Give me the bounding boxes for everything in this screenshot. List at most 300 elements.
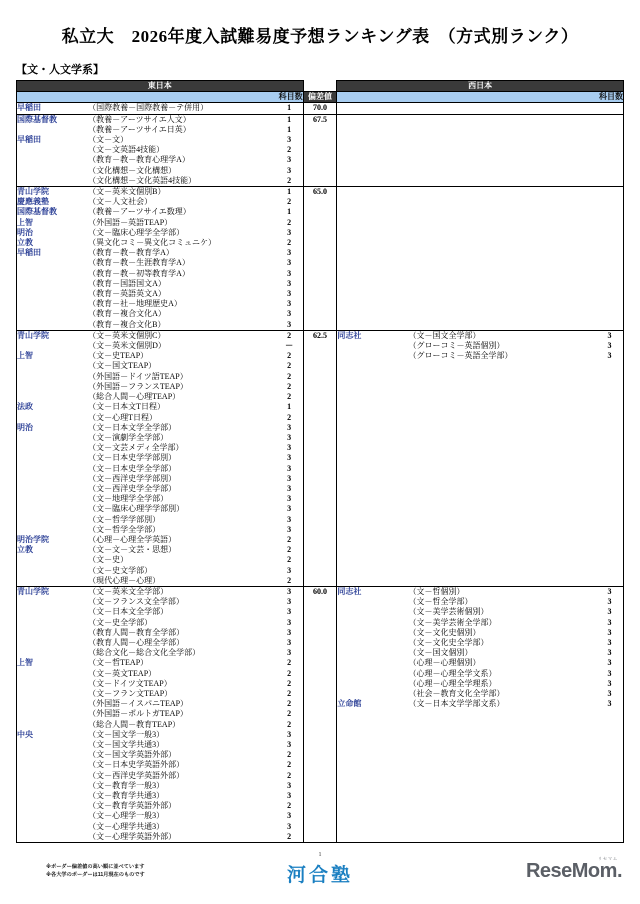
- west-faculty: （文－日本文学学部文系）: [408, 699, 505, 709]
- deviation-value: [303, 155, 337, 165]
- deviation-value: [303, 392, 337, 402]
- deviation-value: [303, 638, 337, 648]
- west-faculty: [408, 187, 596, 198]
- header-deviation: 偏差値: [303, 92, 337, 103]
- west-subject-count: 3: [596, 658, 623, 668]
- west-subject-count: 3: [596, 597, 623, 607]
- east-subject-count: 2: [276, 658, 303, 668]
- table-row: [17, 822, 624, 832]
- table-row: [17, 515, 624, 525]
- east-university: [17, 484, 89, 494]
- west-faculty: [408, 361, 596, 371]
- east-faculty: （文化構想－文化英語4技能）: [88, 175, 197, 185]
- table-row: [17, 402, 624, 412]
- table-row: [17, 279, 624, 289]
- east-subject-count: 3: [276, 494, 303, 504]
- east-faculty: （外国語－ドイツ語TEAP）: [88, 371, 188, 381]
- west-faculty: （心理－心理全学文系）: [408, 668, 497, 678]
- west-university: [337, 320, 409, 331]
- west-subject-count: [596, 576, 623, 587]
- west-subject-count: [596, 207, 623, 217]
- west-subject-count: [596, 525, 623, 535]
- west-faculty: [408, 453, 596, 463]
- west-university: [337, 218, 409, 228]
- west-university: [337, 423, 409, 433]
- west-university: [337, 299, 409, 309]
- west-faculty: [408, 555, 596, 565]
- deviation-value: 60.0: [303, 586, 337, 597]
- table-row: [17, 648, 624, 658]
- west-faculty: [408, 504, 596, 514]
- east-subject-count: 2: [276, 771, 303, 781]
- west-faculty: [408, 402, 596, 412]
- west-faculty: [408, 382, 596, 392]
- east-university: [17, 125, 89, 135]
- table-row: [17, 669, 624, 679]
- east-subject-count: 2: [276, 832, 303, 843]
- west-faculty: [408, 135, 596, 145]
- west-faculty: （グローコミ－英語個別）: [408, 341, 505, 351]
- table-row: [17, 791, 624, 801]
- east-subject-count: 3: [276, 781, 303, 791]
- west-university: [337, 155, 409, 165]
- west-university: [337, 811, 409, 821]
- west-university: [337, 248, 409, 258]
- east-university: [17, 811, 89, 821]
- east-university: 早稲田: [17, 103, 89, 114]
- table-row: [17, 289, 624, 299]
- west-faculty: [408, 740, 596, 750]
- west-university: [337, 771, 409, 781]
- deviation-value: [303, 197, 337, 207]
- deviation-value: [303, 525, 337, 535]
- east-university: 青山学院: [17, 330, 89, 341]
- west-subject-count: [596, 515, 623, 525]
- west-university: [337, 638, 409, 648]
- deviation-value: 70.0: [303, 103, 337, 114]
- header-east-subjects: 科目数: [17, 92, 304, 103]
- deviation-value: [303, 402, 337, 412]
- table-row: [17, 464, 624, 474]
- east-subject-count: 3: [276, 638, 303, 648]
- east-faculty: （文－地理学全学部）: [88, 494, 169, 504]
- east-faculty: （心理－心理全学英語）: [88, 534, 177, 544]
- west-subject-count: 3: [596, 638, 623, 648]
- west-subject-count: [596, 566, 623, 576]
- east-subject-count: 2: [276, 720, 303, 730]
- west-faculty: [408, 720, 596, 730]
- west-faculty: [408, 464, 596, 474]
- table-row: [17, 341, 624, 351]
- east-subject-count: 3: [276, 289, 303, 299]
- east-faculty: （文－臨床心理学学部別）: [88, 504, 185, 514]
- table-row: [17, 638, 624, 648]
- table-row: [17, 258, 624, 268]
- west-subject-count: [596, 484, 623, 494]
- west-subject-count: [596, 801, 623, 811]
- east-subject-count: －: [276, 341, 303, 351]
- east-subject-count: 2: [276, 699, 303, 709]
- table-row: [17, 248, 624, 258]
- deviation-value: [303, 669, 337, 679]
- west-subject-count: [596, 238, 623, 248]
- east-university: [17, 289, 89, 299]
- east-subject-count: 2: [276, 709, 303, 719]
- east-university: [17, 576, 89, 587]
- table-row: [17, 628, 624, 638]
- west-faculty: （社会－教育文化全学部）: [408, 688, 505, 698]
- west-university: [337, 597, 409, 607]
- west-university: [337, 658, 409, 668]
- west-subject-count: [596, 155, 623, 165]
- table-row: [17, 607, 624, 617]
- east-faculty: （文－国文学英語外部）: [88, 750, 177, 760]
- east-university: [17, 392, 89, 402]
- east-university: 慶應義塾: [17, 197, 89, 207]
- west-subject-count: [596, 535, 623, 545]
- west-subject-count: [596, 771, 623, 781]
- deviation-value: [303, 576, 337, 587]
- table-row: [17, 474, 624, 484]
- table-row: [17, 494, 624, 504]
- west-faculty: [408, 103, 596, 114]
- west-faculty: （文－哲個別）: [408, 586, 596, 597]
- east-faculty: （教育－国語国文A）: [88, 278, 166, 288]
- east-university: [17, 566, 89, 576]
- west-university: [337, 269, 409, 279]
- table-row: [17, 484, 624, 494]
- east-subject-count: 3: [276, 309, 303, 319]
- west-university: [337, 740, 409, 750]
- east-university: 上智: [17, 658, 89, 668]
- east-subject-count: 3: [276, 504, 303, 514]
- deviation-value: [303, 320, 337, 331]
- table-row: [17, 228, 624, 238]
- west-university: [337, 494, 409, 504]
- west-university: [337, 413, 409, 423]
- table-row: [17, 187, 624, 198]
- deviation-value: [303, 801, 337, 811]
- table-row: [17, 504, 624, 514]
- deviation-value: [303, 309, 337, 319]
- table-row: [17, 443, 624, 453]
- east-subject-count: 2: [276, 361, 303, 371]
- east-university: [17, 299, 89, 309]
- deviation-value: [303, 289, 337, 299]
- east-faculty: （文－教育学共通3）: [88, 791, 165, 801]
- east-university: 上智: [17, 218, 89, 228]
- east-university: [17, 628, 89, 638]
- west-university: [337, 760, 409, 770]
- footer-note-1: ※ボーダー偏差値の高い順に並べています: [46, 864, 145, 870]
- east-subject-count: 2: [276, 535, 303, 545]
- east-university: [17, 361, 89, 371]
- table-row: [17, 423, 624, 433]
- deviation-value: [303, 299, 337, 309]
- east-subject-count: 3: [276, 423, 303, 433]
- west-university: [337, 607, 409, 617]
- west-subject-count: [596, 832, 623, 843]
- west-university: [337, 669, 409, 679]
- east-subject-count: 2: [276, 669, 303, 679]
- deviation-value: [303, 494, 337, 504]
- east-university: [17, 176, 89, 187]
- table-row: [17, 586, 624, 597]
- table-row: [17, 832, 624, 843]
- east-faculty: （文－哲TEAP）: [88, 658, 149, 668]
- west-university: [337, 289, 409, 299]
- east-subject-count: 3: [276, 730, 303, 740]
- east-faculty: （文－心理学一般3）: [88, 811, 165, 821]
- west-faculty: [408, 474, 596, 484]
- west-subject-count: [596, 811, 623, 821]
- west-subject-count: 3: [596, 648, 623, 658]
- east-subject-count: 2: [276, 679, 303, 689]
- west-subject-count: [596, 187, 623, 198]
- east-subject-count: 2: [276, 750, 303, 760]
- table-row: [17, 433, 624, 443]
- east-university: [17, 155, 89, 165]
- west-faculty: [408, 176, 596, 187]
- west-subject-count: [596, 413, 623, 423]
- west-subject-count: [596, 299, 623, 309]
- west-faculty: [408, 218, 596, 228]
- deviation-value: [303, 413, 337, 423]
- table-row: [17, 382, 624, 392]
- east-faculty: （教育－複合文化A）: [88, 309, 166, 319]
- west-subject-count: [596, 382, 623, 392]
- east-faculty: （文－西洋史学全学部）: [88, 483, 177, 493]
- east-faculty: （文－哲学全学部）: [88, 524, 161, 534]
- west-university: [337, 402, 409, 412]
- west-university: [337, 618, 409, 628]
- east-subject-count: 3: [276, 269, 303, 279]
- west-subject-count: [596, 822, 623, 832]
- deviation-value: [303, 760, 337, 770]
- east-university: 早稲田: [17, 248, 89, 258]
- table-row: [17, 166, 624, 176]
- west-subject-count: [596, 709, 623, 719]
- west-university: 同志社: [337, 586, 409, 597]
- table-row: [17, 361, 624, 371]
- west-subject-count: [596, 197, 623, 207]
- west-university: [337, 125, 409, 135]
- west-faculty: [408, 114, 596, 125]
- table-row: [17, 689, 624, 699]
- east-subject-count: 3: [276, 740, 303, 750]
- east-university: [17, 413, 89, 423]
- west-subject-count: [596, 176, 623, 187]
- deviation-value: [303, 207, 337, 217]
- east-subject-count: 3: [276, 597, 303, 607]
- table-header: [17, 81, 624, 103]
- west-university: [337, 504, 409, 514]
- west-university: [337, 176, 409, 187]
- page-title: 私立大 2026年度入試難易度予想ランキング表 （方式別ランク）: [61, 27, 579, 46]
- east-subject-count: 3: [276, 453, 303, 463]
- west-faculty: [408, 545, 596, 555]
- west-university: [337, 145, 409, 155]
- west-university: [337, 781, 409, 791]
- west-faculty: [408, 494, 596, 504]
- east-university: [17, 320, 89, 331]
- east-subject-count: 3: [276, 586, 303, 597]
- page-footer: [0, 854, 640, 904]
- east-university: [17, 791, 89, 801]
- west-university: [337, 166, 409, 176]
- east-faculty: （文－文）: [88, 135, 129, 145]
- east-faculty: （文化構想－文化構想）: [88, 165, 177, 175]
- deviation-value: [303, 504, 337, 514]
- west-university: [337, 535, 409, 545]
- west-faculty: [408, 781, 596, 791]
- east-subject-count: 3: [276, 566, 303, 576]
- east-university: 早稲田: [17, 135, 89, 145]
- west-university: [337, 392, 409, 402]
- west-faculty: [408, 576, 596, 587]
- west-faculty: [408, 423, 596, 433]
- west-faculty: （グローコミ－英語全学部）: [408, 351, 513, 361]
- east-faculty: （教育－教－生涯教育学A）: [88, 258, 190, 268]
- east-subject-count: 2: [276, 555, 303, 565]
- west-faculty: [408, 269, 596, 279]
- deviation-value: [303, 781, 337, 791]
- east-subject-count: 3: [276, 607, 303, 617]
- east-university: [17, 740, 89, 750]
- deviation-value: 65.0: [303, 187, 337, 198]
- east-university: [17, 669, 89, 679]
- east-subject-count: 3: [276, 320, 303, 331]
- west-university: [337, 279, 409, 289]
- west-subject-count: 3: [596, 330, 623, 341]
- category-label: 【文・人文学系】: [16, 64, 104, 76]
- west-subject-count: [596, 289, 623, 299]
- table-row: [17, 218, 624, 228]
- east-faculty: （教育－英語英文A）: [88, 289, 166, 299]
- east-university: [17, 382, 89, 392]
- east-faculty: （文－日本文全学部）: [88, 607, 169, 617]
- west-faculty: （心理－心理個別）: [408, 658, 481, 668]
- west-faculty: （文－文化史全学部）: [408, 637, 489, 647]
- west-university: [337, 258, 409, 268]
- deviation-value: [303, 515, 337, 525]
- east-university: [17, 372, 89, 382]
- east-university: 青山学院: [17, 586, 89, 597]
- west-faculty: [408, 320, 596, 331]
- west-university: [337, 361, 409, 371]
- table-row: [17, 730, 624, 740]
- west-subject-count: 3: [596, 618, 623, 628]
- west-faculty: [408, 535, 596, 545]
- west-faculty: [408, 760, 596, 770]
- east-faculty: （教育－教－教育学A）: [88, 248, 174, 258]
- table-row: [17, 576, 624, 587]
- east-subject-count: 2: [276, 176, 303, 187]
- east-subject-count: 3: [276, 433, 303, 443]
- east-subject-count: 3: [276, 135, 303, 145]
- table-row: [17, 197, 624, 207]
- west-subject-count: [596, 228, 623, 238]
- west-university: [337, 197, 409, 207]
- deviation-value: [303, 618, 337, 628]
- west-university: 立命館: [337, 699, 409, 709]
- east-faculty: （文－英文TEAP）: [88, 668, 157, 678]
- table-row: [17, 135, 624, 145]
- east-university: [17, 679, 89, 689]
- west-subject-count: [596, 145, 623, 155]
- deviation-value: [303, 484, 337, 494]
- east-subject-count: 3: [276, 443, 303, 453]
- kawaijuku-logo: 河合塾: [286, 864, 353, 886]
- east-university: [17, 750, 89, 760]
- west-faculty: （文－国文個別）: [408, 648, 473, 658]
- deviation-value: [303, 555, 337, 565]
- west-faculty: [408, 166, 596, 176]
- east-faculty: （教養－アーツサイエ日英）: [88, 124, 191, 134]
- west-university: [337, 372, 409, 382]
- deviation-value: [303, 832, 337, 843]
- west-subject-count: [596, 791, 623, 801]
- table-row: [17, 597, 624, 607]
- west-faculty: [408, 372, 596, 382]
- east-university: [17, 279, 89, 289]
- east-university: [17, 689, 89, 699]
- table-row: [17, 750, 624, 760]
- east-subject-count: 3: [276, 618, 303, 628]
- east-subject-count: 3: [276, 628, 303, 638]
- west-faculty: [408, 155, 596, 165]
- west-subject-count: [596, 392, 623, 402]
- west-faculty: [408, 309, 596, 319]
- west-subject-count: [596, 750, 623, 760]
- east-faculty: （外国語－フランスTEAP）: [88, 381, 188, 391]
- west-university: 同志社: [337, 330, 409, 341]
- east-faculty: （文－心理学共通3）: [88, 821, 165, 831]
- table-row: [17, 176, 624, 187]
- deviation-value: [303, 218, 337, 228]
- west-subject-count: 3: [596, 628, 623, 638]
- table-row: [17, 238, 624, 248]
- table-row: [17, 740, 624, 750]
- east-university: [17, 269, 89, 279]
- west-university: [337, 309, 409, 319]
- east-subject-count: 3: [276, 648, 303, 658]
- resemom-dot: .: [616, 860, 622, 882]
- east-faculty: （外国語－イスパニTEAP）: [88, 699, 189, 709]
- west-faculty: [408, 709, 596, 719]
- west-subject-count: [596, 402, 623, 412]
- east-faculty: （国際教養－国際教養－テ併用）: [88, 103, 209, 113]
- table-row: [17, 125, 624, 135]
- table-row: [17, 309, 624, 319]
- east-university: 明治: [17, 228, 89, 238]
- east-faculty: （文－哲学学部別）: [88, 514, 161, 524]
- deviation-value: 67.5: [303, 114, 337, 125]
- west-subject-count: [596, 504, 623, 514]
- east-university: [17, 145, 89, 155]
- east-subject-count: 2: [276, 330, 303, 341]
- deviation-value: [303, 740, 337, 750]
- west-subject-count: 3: [596, 669, 623, 679]
- east-faculty: （文－英米文個別D）: [88, 341, 166, 351]
- deviation-value: [303, 535, 337, 545]
- deviation-value: [303, 176, 337, 187]
- west-subject-count: [596, 258, 623, 268]
- deviation-value: [303, 811, 337, 821]
- west-faculty: [408, 791, 596, 801]
- west-subject-count: [596, 740, 623, 750]
- west-university: [337, 555, 409, 565]
